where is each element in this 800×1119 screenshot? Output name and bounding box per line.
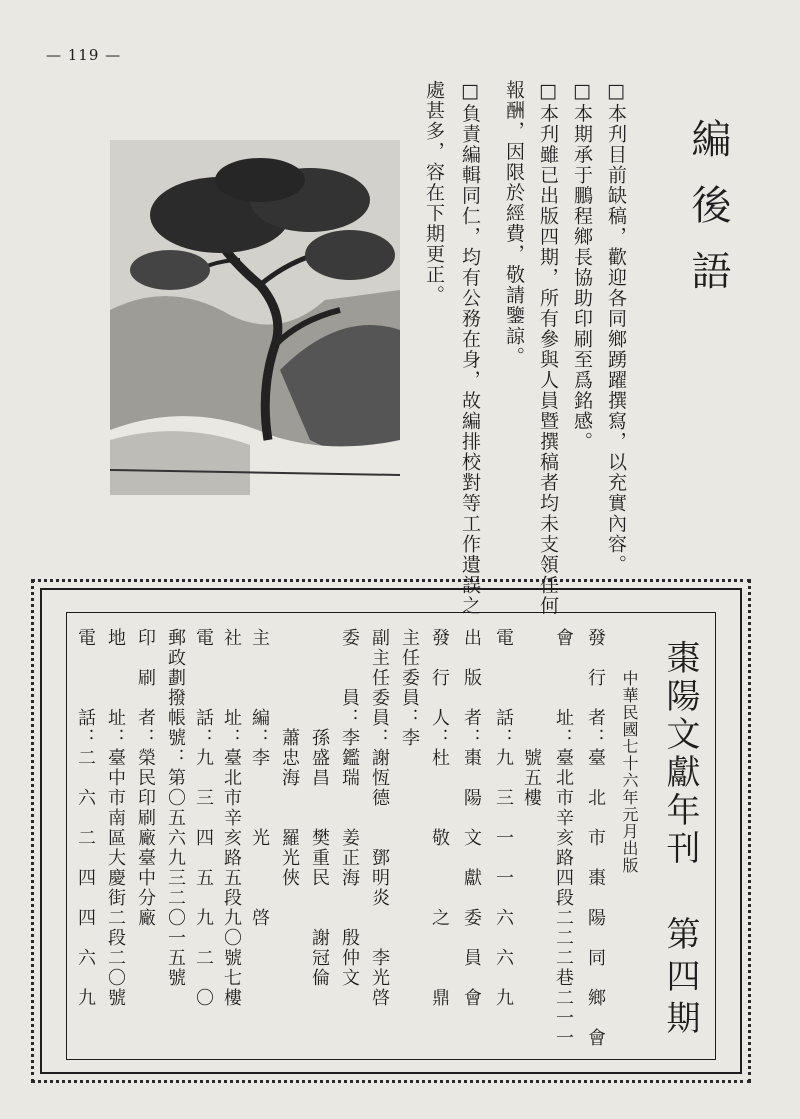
office-phone-line: 電 話：九 三 四 五 九 二 〇 bbox=[193, 628, 214, 1008]
printer-address-line: 地 址：臺中市南區大慶街二段二〇號 bbox=[105, 628, 126, 1008]
editorial-note: □本刋目前缺稿，歡迎各同鄉踴躍撰寫，以充實內容。 bbox=[605, 80, 627, 575]
chief-editor-line: 主 編：李 光 啓 bbox=[249, 628, 270, 928]
phone-line: 電 話：九 三 一 一 六 六 九 bbox=[493, 628, 514, 1008]
address-line-cont: 號五樓 bbox=[521, 628, 542, 808]
editorial-note: □負責編輯同仁，均有公務在身，故編排校對等工作遺誤之 bbox=[459, 80, 481, 616]
committee-line: 委 員：李鑑瑞 姜正海 殷仲文 bbox=[339, 628, 360, 988]
editor-committee-line: 出 版 者：棗 陽 文 獻 委 員 會 bbox=[461, 628, 482, 1008]
masthead-issue: 第四期 bbox=[660, 916, 700, 1042]
masthead-inner-frame bbox=[66, 612, 716, 1060]
address-line: 會 址：臺北市辛亥路四段二二二巷二一一 bbox=[553, 628, 574, 1048]
tree-illustration bbox=[110, 140, 400, 495]
chair-line: 主任委員：李 bbox=[399, 628, 420, 748]
committee-line-3: 蕭忠海 羅光俠 bbox=[279, 628, 300, 888]
publication-date: 中華民國七十六年元月出版 bbox=[620, 670, 639, 874]
editorial-title: 編後語 bbox=[685, 118, 731, 316]
masthead-title: 棗陽文獻年刊 bbox=[660, 640, 700, 868]
publisher-person-line: 發 行 人：杜 敬 之 鼎 bbox=[429, 628, 450, 1008]
printer-line: 印 刷 者：榮民印刷廠臺中分廠 bbox=[135, 628, 156, 928]
editorial-note: 處甚多，容在下期更正。 bbox=[423, 80, 445, 306]
publisher-line: 發 行 者：臺 北 市 棗 陽 同 鄉 會 bbox=[585, 628, 606, 1048]
page-number: — 119 — bbox=[46, 46, 122, 64]
committee-line-2: 孫盛昌 樊重民 謝冠倫 bbox=[309, 628, 330, 988]
printer-phone-line: 電 話：二 六 二 四 四 六 九 bbox=[75, 628, 96, 1008]
postal-account-line: 郵政劃撥帳號：第〇五六九三二〇一五號 bbox=[165, 628, 186, 988]
vice-chair-line: 副主任委員：謝恆德 鄧明炎 李光啓 bbox=[369, 628, 390, 1008]
office-address-line: 社 址：臺北市辛亥路五段九〇號七樓 bbox=[221, 628, 242, 1008]
editorial-note: 報酬，因限於經費，敬請鑒諒。 bbox=[503, 80, 525, 367]
editorial-note: □本刋雖已出版四期，所有參與人員暨撰稿者均未支領任何 bbox=[537, 80, 559, 616]
editorial-note: □本期承于鵬程鄉長協助印刷至爲銘感。 bbox=[571, 80, 593, 452]
